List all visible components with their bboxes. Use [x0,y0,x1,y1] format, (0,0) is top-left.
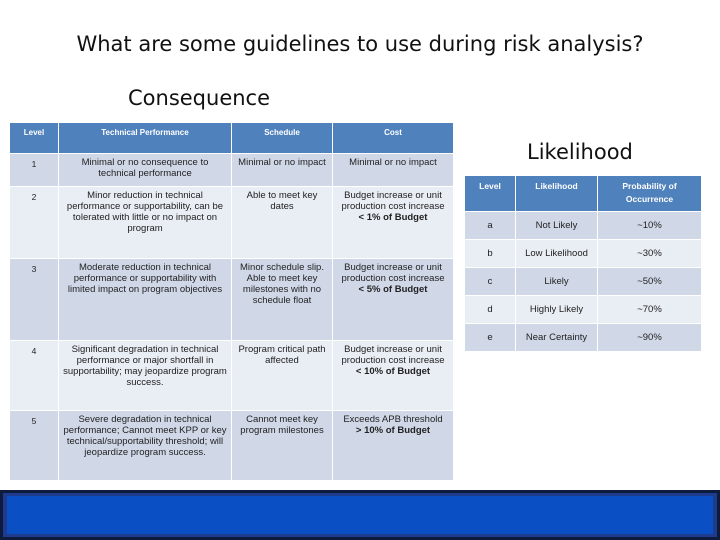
footer-bar [0,490,720,540]
cost-cell [333,341,454,411]
cost-cell [333,259,454,341]
cost-text: Minimal or no impact [349,157,437,168]
cost-text: Budget increase or unit production cost increase [341,344,445,366]
likelihood-header-row [465,176,702,212]
level-cell: e [465,324,516,352]
cost-cell [333,154,454,187]
technical-cell: Minimal or no consequence to technical performance [59,154,232,187]
cost-text: Exceeds APB threshold [343,414,443,425]
technical-cell: Significant degradation in technical performance or major shortfall in supportability; may jeopardize program success. [59,341,232,411]
schedule-cell: Cannot meet key program milestones [232,411,333,481]
cost-text: Budget increase or unit production cost increase [341,262,445,284]
cost-threshold: > 10% of Budget [355,425,431,436]
table-row [465,212,702,240]
consequence-table [9,122,454,481]
cost-cell [333,411,454,481]
schedule-cell: Minor schedule slip. Able to meet key milestones with no schedule float [232,259,333,341]
table-row [10,154,454,187]
header-level: Level [10,123,59,154]
technical-cell: Minor reduction in technical performance or supportability, can be tolerated with little or no impact on program [59,187,232,259]
consequence-header-row [10,123,454,154]
footer-bar-fill [7,496,713,534]
table-row [10,411,454,481]
header-level: Level [465,176,516,212]
likelihood-cell: Near Certainty [516,324,598,352]
likelihood-cell: Not Likely [516,212,598,240]
likelihood-heading: Likelihood [527,140,633,164]
level-cell: 1 [10,154,59,187]
cost-threshold: < 1% of Budget [358,212,428,223]
probability-cell: ~30% [598,240,702,268]
level-cell: a [465,212,516,240]
schedule-cell: Minimal or no impact [232,154,333,187]
header-cost: Cost [333,123,454,154]
cost-threshold: < 10% of Budget [355,366,431,377]
consequence-heading: Consequence [128,86,271,110]
schedule-cell: Program critical path affected [232,341,333,411]
table-row [10,187,454,259]
likelihood-cell: Likely [516,268,598,296]
cost-text: Budget increase or unit production cost increase [341,190,445,212]
technical-cell: Moderate reduction in technical performance or supportability with limited impact on program objectives [59,259,232,341]
table-row [465,268,702,296]
table-row [10,259,454,341]
table-row [465,296,702,324]
cost-threshold: < 5% of Budget [358,284,428,295]
level-cell: 3 [10,259,59,341]
probability-cell: ~10% [598,212,702,240]
slide-title: What are some guidelines to use during risk analysis? [76,32,644,56]
level-cell: 2 [10,187,59,259]
header-probability: Probability of Occurrence [598,176,702,212]
level-cell: 4 [10,341,59,411]
technical-cell: Severe degradation in technical performance; Cannot meet KPP or key technical/supportability threshold; will jeopardize program success. [59,411,232,481]
level-cell: d [465,296,516,324]
probability-cell: ~50% [598,268,702,296]
probability-cell: ~90% [598,324,702,352]
schedule-cell: Able to meet key dates [232,187,333,259]
likelihood-table [464,175,702,352]
level-cell: b [465,240,516,268]
header-technical-performance: Technical Performance [59,123,232,154]
level-cell: 5 [10,411,59,481]
table-row [10,341,454,411]
probability-cell: ~70% [598,296,702,324]
cost-cell [333,187,454,259]
header-likelihood: Likelihood [516,176,598,212]
level-cell: c [465,268,516,296]
table-row [465,240,702,268]
header-schedule: Schedule [232,123,333,154]
likelihood-cell: Low Likelihood [516,240,598,268]
likelihood-cell: Highly Likely [516,296,598,324]
table-row [465,324,702,352]
